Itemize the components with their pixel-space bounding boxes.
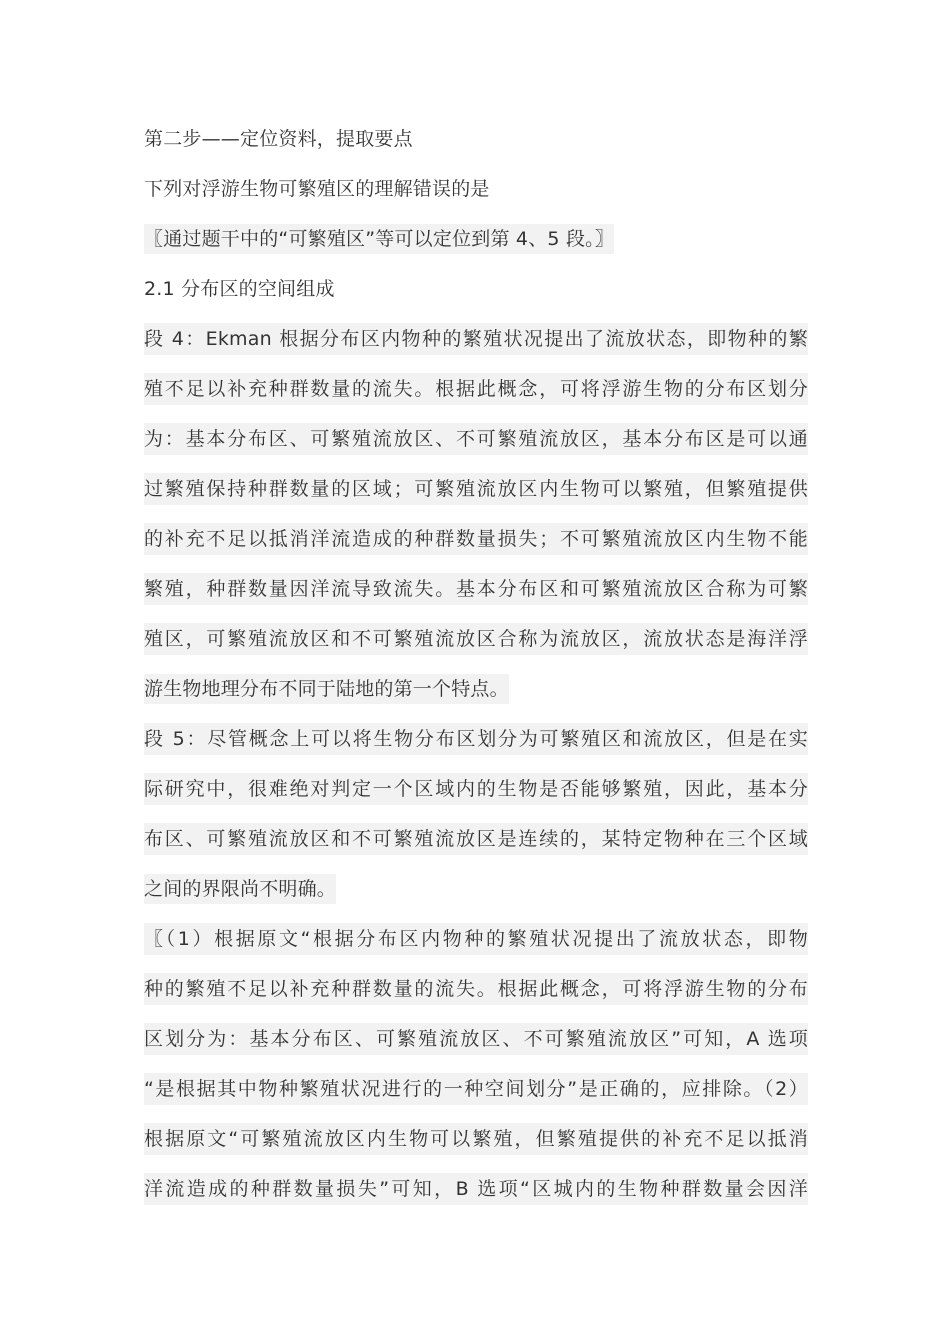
analysis-text: 种的繁殖不足以补充种群数量的流失。根据此概念，可将浮游生物的分布 xyxy=(144,973,808,1005)
analysis-text: 根据原文“可繁殖流放区内生物可以繁殖，但繁殖提供的补充不足以抵消 xyxy=(144,1123,808,1155)
document-body xyxy=(144,114,808,1214)
step-heading xyxy=(144,114,808,164)
analysis-line xyxy=(144,964,808,1014)
section-heading-text: 2.1 分布区的空间组成 xyxy=(144,278,335,300)
paragraph-5-line xyxy=(144,814,808,864)
section-heading xyxy=(144,264,808,314)
paragraph-4-text: 段 4：Ekman 根据分布区内物种的繁殖状况提出了流放状态，即物种的繁 xyxy=(144,323,808,355)
paragraph-4-text: 为：基本分布区、可繁殖流放区、不可繁殖流放区，基本分布区是可以通 xyxy=(144,423,808,455)
paragraph-4-line xyxy=(144,464,808,514)
analysis-text: 洋流造成的种群数量损失”可知，B 选项“区城内的生物种群数量会因洋 xyxy=(144,1173,808,1205)
paragraph-4-text: 繁殖，种群数量因洋流导致流失。基本分布区和可繁殖流放区合称为可繁 xyxy=(144,573,808,605)
paragraph-5-text: 际研究中，很难绝对判定一个区域内的生物是否能够繁殖，因此，基本分 xyxy=(144,773,808,805)
analysis-text: “是根据其中物种繁殖状况进行的一种空间划分”是正确的，应排除。（2） xyxy=(144,1073,808,1105)
paragraph-4-line xyxy=(144,614,808,664)
analysis-text: 〖（1）根据原文“根据分布区内物种的繁殖状况提出了流放状态，即物 xyxy=(144,923,808,955)
paragraph-5-text: 布区、可繁殖流放区和不可繁殖流放区是连续的，某特定物种在三个区域 xyxy=(144,823,808,855)
question-text: 下列对浮游生物可繁殖区的理解错误的是 xyxy=(144,178,490,200)
paragraph-4-text: 游生物地理分布不同于陆地的第一个特点。 xyxy=(144,674,509,704)
paragraph-5-line xyxy=(144,864,808,914)
analysis-line xyxy=(144,1114,808,1164)
paragraph-4-line xyxy=(144,364,808,414)
paragraph-4-line xyxy=(144,414,808,464)
paragraph-5-text: 段 5：尽管概念上可以将生物分布区划分为可繁殖区和流放区，但是在实 xyxy=(144,723,808,755)
paragraph-4-text: 殖区，可繁殖流放区和不可繁殖流放区合称为流放区，流放状态是海洋浮 xyxy=(144,623,808,655)
analysis-line xyxy=(144,1014,808,1064)
paragraph-5-line xyxy=(144,714,808,764)
locate-hint-text: 〖通过题干中的“可繁殖区”等可以定位到第 4、5 段。〗 xyxy=(144,224,614,254)
analysis-text: 区划分为：基本分布区、可繁殖流放区、不可繁殖流放区”可知，A 选项 xyxy=(144,1023,808,1055)
paragraph-4-line xyxy=(144,514,808,564)
analysis-line xyxy=(144,1164,808,1214)
paragraph-5-line xyxy=(144,764,808,814)
paragraph-4-text: 殖不足以补充种群数量的流失。根据此概念，可将浮游生物的分布区划分 xyxy=(144,373,808,405)
paragraph-4-line xyxy=(144,314,808,364)
question-line xyxy=(144,164,808,214)
paragraph-4-line xyxy=(144,664,808,714)
paragraph-4-text: 过繁殖保持种群数量的区域；可繁殖流放区内生物可以繁殖，但繁殖提供 xyxy=(144,473,808,505)
paragraph-5-text: 之间的界限尚不明确。 xyxy=(144,874,336,904)
analysis-line xyxy=(144,1064,808,1114)
locate-hint-line xyxy=(144,214,808,264)
step-heading-text: 第二步——定位资料，提取要点 xyxy=(144,128,413,150)
analysis-line xyxy=(144,914,808,964)
paragraph-4-text: 的补充不足以抵消洋流造成的种群数量损失；不可繁殖流放区内生物不能 xyxy=(144,523,808,555)
paragraph-4-line xyxy=(144,564,808,614)
